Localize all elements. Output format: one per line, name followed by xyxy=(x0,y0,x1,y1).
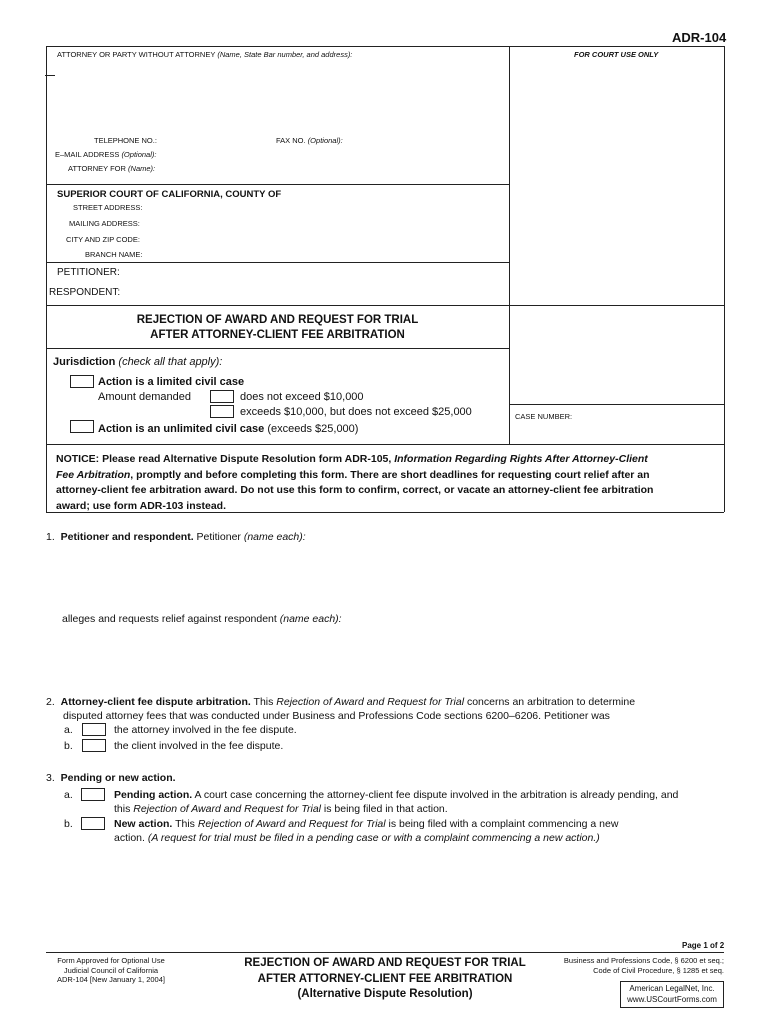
over-10k-checkbox[interactable] xyxy=(210,405,234,418)
limited-civil-checkbox[interactable] xyxy=(70,375,94,388)
respondent-names-field[interactable] xyxy=(62,630,722,686)
notice-right-border xyxy=(724,444,725,512)
item1-alleges-line: alleges and requests relief against respondent (name each): xyxy=(62,613,342,625)
item3-b-label: b. xyxy=(64,818,73,830)
branch-field[interactable] xyxy=(145,248,505,260)
court-use-divider xyxy=(509,46,510,444)
item1-line: 1. Petitioner and respondent. Petitioner (name each): xyxy=(46,531,306,543)
attorney-label: ATTORNEY OR PARTY WITHOUT ATTORNEY (Name, State Bar number, and address): xyxy=(57,50,353,59)
respondent-field[interactable] xyxy=(125,286,505,298)
email-label: E–MAIL ADDRESS (Optional): xyxy=(55,150,157,159)
notice-text: NOTICE: Please read Alternative Dispute Resolution form ADR-105, Information Regarding Rights After Attorney-Client Fee Arbitration, promptly and before completing this form. There are short deadlines for requesting court relief after an attorney-client fee arbitration award. Do not use this form to confirm, correct, or vacate an attorney-client fee arbitration award; use form ADR-103 instead. xyxy=(56,453,654,512)
divider-case-number xyxy=(509,404,724,405)
telephone-field[interactable] xyxy=(160,133,270,145)
unlimited-civil-label: Action is an unlimited civil case (exceeds $25,000) xyxy=(98,423,359,435)
page-number: Page 1 of 2 xyxy=(682,941,725,950)
street-label: STREET ADDRESS: xyxy=(73,203,143,212)
attorney-name-field[interactable] xyxy=(58,62,503,128)
caption-left-border xyxy=(46,46,47,444)
item2-b-text: the client involved in the fee dispute. xyxy=(114,740,284,752)
county-field[interactable] xyxy=(298,188,505,200)
petitioner-names-field[interactable] xyxy=(62,548,722,604)
case-number-label: CASE NUMBER: xyxy=(515,412,573,421)
item2-line1: 2. Attorney-client fee dispute arbitration. This Rejection of Award and Request for Trial concerns an arbitration to determine xyxy=(46,696,636,708)
court-title: SUPERIOR COURT OF CALIFORNIA, COUNTY OF xyxy=(57,189,282,200)
item2-a-label: a. xyxy=(64,724,73,736)
under-10k-checkbox[interactable] xyxy=(210,390,234,403)
attorney-field-mark xyxy=(45,75,55,76)
code-references: Business and Professions Code, § 6200 et seq.; Code of Civil Procedure, § 1285 et seq. xyxy=(563,956,724,975)
item2-line2: disputed attorney fees that was conducted under Business and Professions Code sections 6200–6206. Petitioner was xyxy=(63,710,610,722)
client-checkbox[interactable] xyxy=(82,739,106,752)
item3-b-line2: action. (A request for trial must be filed in a pending case or with a complaint commencing a new action.) xyxy=(114,832,600,844)
item3-b-text: New action. This Rejection of Award and Request for Trial is being filed with a complaint commencing a new xyxy=(114,818,619,830)
item3-a-line2: this Rejection of Award and Request for Trial is being filed in that action. xyxy=(114,803,448,815)
divider-court xyxy=(46,184,509,185)
divider-jurisdiction xyxy=(46,348,509,349)
attorney-for-label: ATTORNEY FOR (Name): xyxy=(68,164,156,173)
footer-title: REJECTION OF AWARD AND REQUEST FOR TRIAL AFTER ATTORNEY-CLIENT FEE ARBITRATION (Alternative Dispute Resolution) xyxy=(244,957,526,1000)
email-field[interactable] xyxy=(160,147,505,159)
limited-civil-label: Action is a limited civil case xyxy=(98,376,245,388)
street-field[interactable] xyxy=(145,201,505,213)
pending-action-checkbox[interactable] xyxy=(81,788,105,801)
branch-label: BRANCH NAME: xyxy=(85,250,143,259)
item2-b-label: b. xyxy=(64,740,73,752)
fax-field[interactable] xyxy=(345,133,505,145)
divider-notice-top xyxy=(46,444,724,445)
city-label: CITY AND ZIP CODE: xyxy=(66,235,140,244)
form-id: ADR-104 xyxy=(672,30,727,45)
court-use-area xyxy=(512,62,720,400)
item3-a-label: a. xyxy=(64,789,73,801)
respondent-label: RESPONDENT: xyxy=(49,287,121,298)
fax-label: FAX NO. (Optional): xyxy=(276,136,343,145)
mailing-field[interactable] xyxy=(145,217,505,229)
mailing-label: MAILING ADDRESS: xyxy=(69,219,140,228)
city-field[interactable] xyxy=(145,233,505,245)
telephone-label: TELEPHONE NO.: xyxy=(94,136,157,145)
item2-a-text: the attorney involved in the fee dispute. xyxy=(114,724,297,736)
petitioner-field[interactable] xyxy=(125,266,505,278)
amount-demanded-label: Amount demanded xyxy=(98,391,191,403)
form-title: REJECTION OF AWARD AND REQUEST FOR TRIAL AFTER ATTORNEY-CLIENT FEE ARBITRATION xyxy=(136,314,419,341)
notice-left-border xyxy=(46,444,47,512)
under-10k-label: does not exceed $10,000 xyxy=(240,391,364,403)
jurisdiction-label: Jurisdiction (check all that apply): xyxy=(53,356,223,368)
over-10k-label: exceeds $10,000, but does not exceed $25,000 xyxy=(240,406,472,418)
petitioner-label: PETITIONER: xyxy=(57,267,120,278)
unlimited-civil-checkbox[interactable] xyxy=(70,420,94,433)
caption-top-border xyxy=(46,46,724,47)
item3-a-text: Pending action. A court case concerning the attorney-client fee dispute involved in the arbitration is already pending, and xyxy=(114,789,679,801)
attorney-for-field[interactable] xyxy=(160,161,505,173)
form-approval: Form Approved for Optional Use Judicial Council of California ADR-104 [New January 1, 2004] xyxy=(57,956,165,984)
attorney-checkbox[interactable] xyxy=(82,723,106,736)
item3-line: 3. Pending or new action. xyxy=(46,772,176,784)
vendor-badge[interactable]: American LegalNet, Inc. www.USCourtForms.com xyxy=(620,981,724,1008)
caption-right-border xyxy=(724,46,725,444)
court-use-label: FOR COURT USE ONLY xyxy=(574,50,659,59)
case-number-field[interactable] xyxy=(515,422,720,440)
new-action-checkbox[interactable] xyxy=(81,817,105,830)
divider-parties xyxy=(46,262,509,263)
footer-rule xyxy=(46,952,724,953)
